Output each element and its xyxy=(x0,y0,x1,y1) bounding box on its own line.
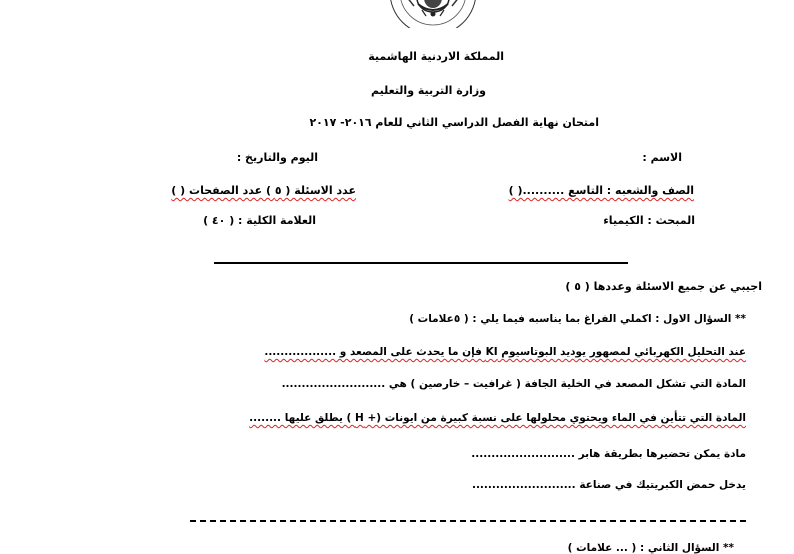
header-separator xyxy=(214,262,628,264)
counts-label: عدد الاسئلة ( ٥ ) عدد الصفحات ( ) xyxy=(171,184,356,197)
kingdom-title: المملكة الاردنية الهاشمية xyxy=(368,50,504,63)
question1-item: يدخل حمض الكبريتيك في صناعة .......................... xyxy=(471,479,746,491)
question1-item: المادة التي تتأين في الماء ويحتوي محلولها على نسبة كبيرة من ايونات (+ H ) يطلق عليها ........ xyxy=(249,412,746,424)
question1-item: المادة التي تشكل المصعد في الخلية الجافة ( غرافيت – خارصين ) هي .......................... xyxy=(281,378,746,390)
section-separator xyxy=(190,520,746,522)
exam-title: امتحان نهاية الفصل الدراسي الثاني للعام ٢٠١٦- ٢٠١٧ xyxy=(309,116,599,129)
ministry-logo xyxy=(384,0,482,28)
question1-title: ** السؤال الاول : اكملي الفراغ بما يناسبه فيما يلي : ( ٥علامات ) xyxy=(409,313,746,325)
date-label: اليوم والتاريخ : xyxy=(236,151,318,164)
name-label: الاسم : xyxy=(642,151,682,164)
subject-label: المبحث : الكيمياء xyxy=(603,214,695,227)
class-label: الصف والشعبه : التاسع ..........( ) xyxy=(508,184,694,197)
total-mark-label: العلامة الكلية : ( ٤٠ ) xyxy=(203,214,316,227)
instructions: اجيبي عن جميع الاسئلة وعددها ( ٥ ) xyxy=(565,280,762,293)
ministry-title: وزارة التربية والتعليم xyxy=(371,84,486,97)
question2-title: ** السؤال الثاني : ( ... علامات ) xyxy=(567,542,734,554)
question1-item: عند التحليل الكهربائي لمصهور يوديد البوتاسيوم KI فإن ما يحدث على المصعد و .................. xyxy=(264,346,746,358)
question1-item: مادة يمكن تحضيرها بطريقة هابر .......................... xyxy=(471,448,746,460)
